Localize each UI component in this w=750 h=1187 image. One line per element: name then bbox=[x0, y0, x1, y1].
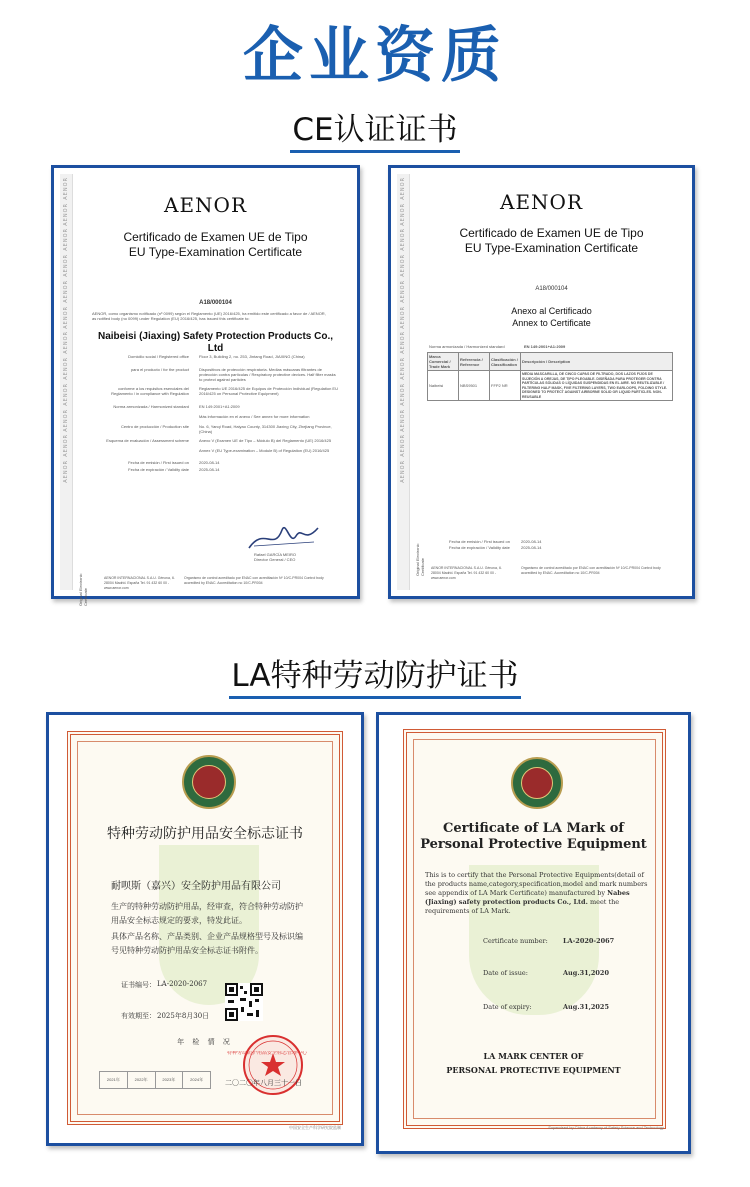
issue-value: 2020-08-14 bbox=[521, 539, 542, 544]
detail-row bbox=[99, 386, 339, 400]
cert-title: 特种劳动防护用品安全标志证书 bbox=[107, 826, 303, 842]
issue-date-value: Aug.31,2020 bbox=[563, 969, 609, 977]
table-header: Referencia / Reference bbox=[459, 353, 490, 371]
detail-row bbox=[99, 367, 339, 381]
detail-label: Esquema de evaluación / Assessment scheme bbox=[106, 438, 189, 443]
table-cell: NBS9501 bbox=[459, 371, 490, 401]
cert-body-1: 生产的特种劳动防护用品，经审查，符合特种劳动防护用品安全标志规定的要求，特发此证。 bbox=[111, 902, 303, 925]
seal-text: 特种劳动防护用品安全标志管理中心 bbox=[227, 1051, 308, 1056]
detail-value: 2020-08-14 bbox=[199, 460, 220, 465]
detail-label: Norma armonizada / Harmonized standard bbox=[113, 404, 189, 409]
issue-date: 二〇二〇年八月三十一日 bbox=[225, 1079, 302, 1087]
expiry-label: Fecha de expiración / Validity date bbox=[449, 545, 510, 550]
cert-footer: 中国安全生产科学研究院监制 bbox=[289, 1125, 341, 1130]
standard-value: EN 149:2001+A1:2009 bbox=[524, 344, 566, 349]
annex-title-en: Annex to Certificate bbox=[512, 318, 591, 328]
cert-no-label: 证书编号： bbox=[121, 981, 156, 989]
valid-label: 有效期至： bbox=[121, 1012, 156, 1020]
cert-body-2: 具体产品名称、产品类别、企业产品规格型号及标识编号见特种劳动防护用品安全标志证书附件。 bbox=[111, 932, 303, 955]
annex-title-es: Anexo al Certificado bbox=[511, 306, 592, 316]
table-row bbox=[428, 371, 673, 401]
page-title: 企业资质 bbox=[243, 21, 507, 91]
side-note: Original Electronic Certificate bbox=[78, 573, 88, 606]
ce-certificate-annex bbox=[388, 165, 695, 599]
cert-title-es: Certificado de Examen UE de Tipo bbox=[459, 226, 644, 240]
footer-right: Organismo de control acreditado por ENAC con acreditación Nº 10/C-PR004 Control body accredited by ENAC. Accreditation no 10/C-PR004 bbox=[184, 576, 324, 585]
signer-role: Director General / CEO bbox=[254, 557, 296, 562]
year-cell: 2021年 bbox=[100, 1072, 128, 1088]
valid-value: 2025年8月30日 bbox=[157, 1012, 210, 1020]
center-line-1: LA MARK CENTER OF bbox=[483, 1051, 584, 1061]
issue-date-label: Date of issue: bbox=[483, 969, 528, 977]
cert-title-line-2: Personal Protective Equipment bbox=[420, 837, 647, 852]
aenor-side-strip: AENOR AENOR AENOR AENOR AENOR AENOR AENOR AENOR AENOR AENOR AENOR AENOR bbox=[397, 174, 410, 590]
company-name: Nabes (Jiaxing) safety protection products Co., Ltd. bbox=[425, 889, 630, 906]
cert-intro: AENOR, como organismo notificado (nº 0099) según el Reglamento (UE) 2016/425, ha emitido este certificado a favor de / AENOR, as notified body (no 0099) under Regulation (EU) 2016/425, has issued this certificate to: bbox=[92, 311, 326, 321]
company-name: 耐呗斯（嘉兴）安全防护用品有限公司 bbox=[111, 881, 281, 892]
footer-left: AENOR INTERNACIONAL S.A.U. Génova, 6. 28004 Madrid. España Tel. 91 432 60 00 - www.aenor.com bbox=[104, 576, 175, 590]
table-header: Marca Comercial / Trade Mark bbox=[428, 353, 459, 371]
issue-label: Fecha de emisión / First issued on bbox=[449, 539, 510, 544]
detail-label: Domicilio social / Registered office bbox=[128, 354, 189, 359]
detail-value: Más información en el anexo / See annex for more information bbox=[199, 414, 310, 419]
detail-value: No. 6, Yanqi Road, Haiyao County, 314300 Jiaxing City, Zhejiang Province, (China) bbox=[199, 424, 332, 434]
detail-row bbox=[99, 467, 339, 481]
table-cell: MEDIA MASCARILLA, DE CINCO CAPAS DE FILTRADO, DOS LAZOS FIJOS DE SUJECIÓN A OREJAS, DE TIPO PLEGABLE. DISEÑADA PARA PROTEGER CONTRA PARTÍCULAS SÓLIDAS O LÍQUIDAS SUSPENDIDAS EN EL AIRE. NO REUTILIZABLE / FILTERING HALF MASK, FIVE FILTERING LAYERS, TWO EARLOOPS, FOLDING STYLE. DESIGNED TO PROTECT AGAINST AIRBORNE SOLID OR LIQUID PARTICLES. NON-REUSABLE bbox=[521, 371, 673, 401]
expiry-value: 2025-08-14 bbox=[521, 545, 542, 550]
annex-table bbox=[427, 352, 673, 401]
detail-label: Centro de producción / Production site bbox=[120, 424, 189, 429]
detail-label: conforme a los requisitos esenciales del Reglamento / in compliance with Regulation bbox=[111, 386, 189, 396]
detail-value: Anexo V (Examen UE de Tipo – Módulo B) del Reglamento (UE) 2016/425 bbox=[199, 438, 332, 443]
table-header: Clasificación / Classification bbox=[490, 353, 521, 371]
cert-number: A18/000104 bbox=[199, 300, 232, 306]
side-note: Original Electronic Certificate bbox=[415, 543, 425, 576]
signature-icon bbox=[244, 516, 324, 556]
detail-label: Fecha de expiración / Validity date bbox=[128, 467, 189, 472]
la-seal-icon bbox=[182, 755, 236, 809]
cert-number-value: LA-2020-2067 bbox=[563, 937, 615, 945]
cert-title-es: Certificado de Examen UE de Tipo bbox=[123, 230, 308, 244]
year-cell: 2023年 bbox=[156, 1072, 184, 1088]
signer-name: Rafael GARCÍA MEIRO bbox=[254, 552, 297, 557]
annual-check-label: 年 检 情 况 bbox=[177, 1038, 233, 1046]
detail-row bbox=[99, 424, 339, 438]
table-cell: Naibeisi bbox=[428, 371, 459, 401]
aenor-side-strip: AENOR AENOR AENOR AENOR AENOR AENOR AENOR AENOR AENOR AENOR AENOR AENOR bbox=[60, 174, 73, 590]
cert-title-en: EU Type-Examination Certificate bbox=[128, 245, 303, 259]
cert-number: A18/000104 bbox=[535, 286, 568, 292]
table-header: Descripción / Description bbox=[521, 353, 673, 371]
cert-title-line-1: Certificate of LA Mark of bbox=[442, 821, 624, 836]
expiry-date-value: Aug.31,2025 bbox=[563, 1003, 609, 1011]
section-title-la: LA特种劳动防护证书 bbox=[0, 650, 750, 695]
qr-code-icon bbox=[225, 983, 263, 1021]
cert-holder: Naibeisi (Jiaxing) Safety Protection Products Co., Ltd bbox=[97, 331, 334, 354]
section-title-ce: CE认证证书 bbox=[0, 104, 750, 149]
la-certificate-cn bbox=[46, 712, 364, 1146]
year-cell: 2024年 bbox=[190, 1077, 204, 1082]
detail-label: Fecha de emisión / First issued on bbox=[128, 460, 189, 465]
cert-footer: Supervised by China Academy of Safety Science and Technology bbox=[548, 1125, 664, 1130]
detail-label: para el producto / for the product bbox=[130, 367, 189, 372]
footer-right: Organismo de control acreditado por ENAC con acreditación Nº 10/C-PR004 Control body accredited by ENAC. Accreditation no 10/C-PR004 bbox=[521, 566, 661, 575]
cert-body: This is to certify that the Personal Protective Equipments(detail of the products name,category,specification,model and mark numbers see appendix of LA Mark Certificate) manufactured by Nabes (Jiaxing) safety protection products Co., Ltd. meet the requirements of LA Mark. bbox=[425, 871, 648, 915]
cert-number-label: Certificate number: bbox=[483, 937, 548, 945]
table-cell: FFP2 NR bbox=[490, 371, 521, 401]
aenor-logo: AENOR bbox=[164, 193, 247, 217]
center-line-2: PERSONAL PROTECTIVE EQUIPMENT bbox=[446, 1065, 621, 1075]
detail-value: Dispositivos de protección respiratoria. Medias máscaras filtrantes de protección contra partículas / Respiratory protective devices. Half filter masks to protect against particles bbox=[199, 367, 336, 382]
la-certificate-en bbox=[376, 712, 691, 1154]
detail-value: Floor 3, Building 2, no. 253, Jintang Road, JIAXING (China) bbox=[199, 354, 305, 359]
detail-value: Annex V (EU Type-examination – Module B) of Regulation (EU) 2016/425 bbox=[199, 448, 330, 453]
standard-label: Norma armonizada / Harmonized standard bbox=[429, 344, 505, 349]
expiry-date-label: Date of expiry: bbox=[483, 1003, 532, 1011]
detail-value: 2025-08-14 bbox=[199, 467, 220, 472]
footer-left: AENOR INTERNACIONAL S.A.U. Génova, 6. 28004 Madrid. España Tel. 91 432 60 00 - www.aenor.com bbox=[431, 566, 502, 580]
la-seal-icon bbox=[511, 757, 563, 809]
annual-check-table bbox=[99, 1071, 211, 1089]
detail-row bbox=[99, 354, 339, 368]
cert-title-en: EU Type-Examination Certificate bbox=[464, 241, 639, 255]
aenor-logo: AENOR bbox=[500, 190, 583, 214]
cert-no: LA-2020-2067 bbox=[157, 980, 208, 988]
ce-certificate-main bbox=[51, 165, 360, 606]
year-cell: 2022年 bbox=[128, 1072, 156, 1088]
detail-value: Reglamento UE 2016/425 de Equipos de Protección Individual (Regulation EU 2016/425 on Personal Protective Equipment) bbox=[199, 386, 338, 396]
detail-value: EN 149:2001+A1:2009 bbox=[199, 404, 240, 409]
